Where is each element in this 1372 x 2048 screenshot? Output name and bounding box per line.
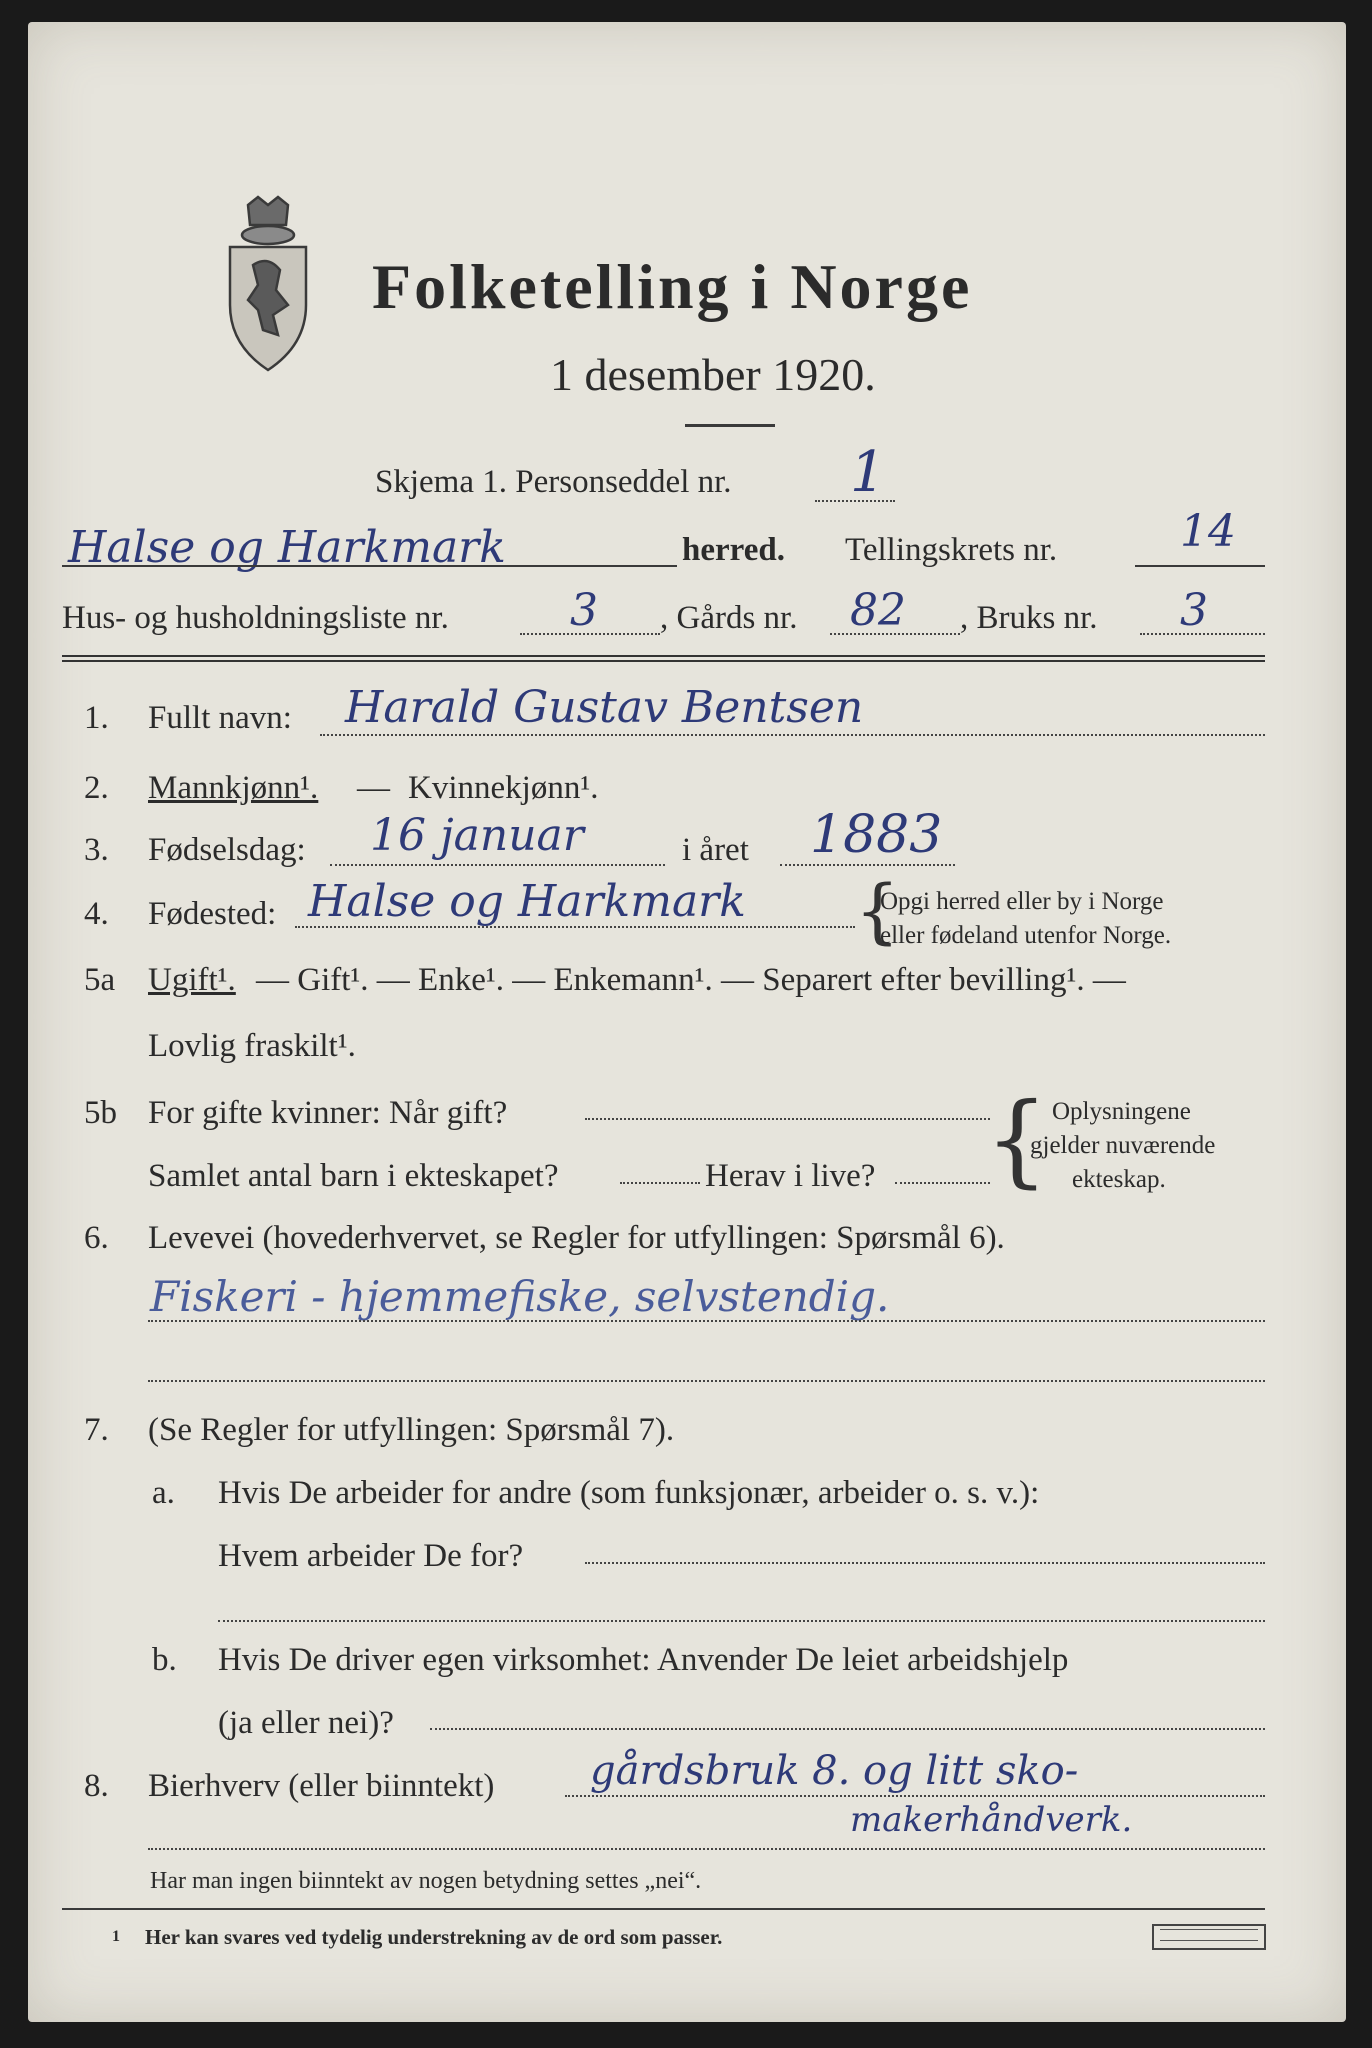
- q6-number: 6.: [84, 1220, 109, 1256]
- form-number-value: 1: [850, 440, 886, 505]
- q8-label: Bierhverv (eller biinntekt): [148, 1768, 495, 1804]
- q6-line2: [148, 1380, 1265, 1382]
- form-label: Skjema 1. Personseddel nr.: [375, 464, 732, 500]
- q7a-label: Hvis De arbeider for andre (som funksjonær, arbeider o. s. v.):: [218, 1475, 1040, 1511]
- q4-note-line1: Opgi herred eller by i Norge: [880, 888, 1164, 915]
- title-divider: [685, 424, 775, 427]
- q4-brace: {: [855, 870, 900, 952]
- q7b-letter: b.: [152, 1642, 177, 1678]
- q1-full-name-value: Harald Gustav Bentsen: [345, 682, 864, 733]
- q7a-employer-label: Hvem arbeider De for?: [218, 1538, 524, 1574]
- q4-line: [295, 926, 855, 928]
- gards-line: [830, 633, 960, 635]
- q3-number: 3.: [84, 832, 109, 868]
- q4-number: 4.: [84, 896, 109, 932]
- husliste-value: 3: [570, 585, 598, 636]
- q8-line1: [565, 1795, 1265, 1797]
- q3-year-label: i året: [682, 832, 749, 868]
- q3-date-line: [330, 864, 665, 866]
- q7-number: 7.: [84, 1412, 109, 1448]
- bruks-line: [1140, 633, 1265, 635]
- footnote-mark: 1: [112, 1928, 120, 1945]
- q4-note-line2: eller fødeland utenfor Norge.: [880, 922, 1172, 949]
- q2-number: 2.: [84, 770, 109, 806]
- q6-line1: [148, 1320, 1265, 1322]
- herred-value: Halse og Harkmark: [68, 522, 506, 573]
- printer-stamp: [1152, 1924, 1266, 1950]
- q8-secondary-income-value-line2: makerhåndverk.: [850, 1800, 1133, 1840]
- q4-birthplace-value: Halse og Harkmark: [308, 876, 746, 927]
- page-title: Folketelling i Norge: [372, 251, 973, 322]
- q3-birthdate-value: 16 januar: [370, 810, 584, 861]
- q1-line: [320, 734, 1265, 736]
- q2-female-option: Kvinnekjønn¹.: [408, 770, 599, 806]
- q3-year-value: 1883: [810, 805, 943, 865]
- q2-separator: —: [357, 770, 390, 806]
- q5a-number: 5a: [84, 962, 116, 998]
- q5a-lovlig-fraskilt: Lovlig fraskilt¹.: [148, 1028, 356, 1064]
- q5a-ugift-option: Ugift¹.: [148, 962, 236, 998]
- q8-number: 8.: [84, 1768, 109, 1804]
- herred-line: [62, 565, 677, 567]
- q6-label: Levevei (hovederhvervet, se Regler for utfyllingen: Spørsmål 6).: [148, 1220, 1005, 1256]
- q5a-other-options: — Gift¹. — Enke¹. — Enkemann¹. — Separert efter bevilling¹. —: [256, 962, 1126, 998]
- q6-occupation-value: Fiskeri - hjemmefiske, selvstendig.: [150, 1272, 890, 1321]
- census-date: 1 desember 1920.: [550, 349, 876, 400]
- q5b-brace: {: [985, 1081, 1049, 1198]
- q5b-alive-line: [895, 1182, 990, 1184]
- q1-number: 1.: [84, 700, 109, 736]
- norwegian-coat-of-arms-icon: [218, 195, 318, 375]
- section-divider: [62, 655, 1265, 662]
- no-income-note: Har man ingen biinntekt av nogen betydning settes „nei“.: [150, 1868, 702, 1894]
- q4-label: Fødested:: [148, 896, 277, 932]
- q5b-married-when-label: For gifte kvinner: Når gift?: [148, 1095, 508, 1131]
- q7-label: (Se Regler for utfyllingen: Spørsmål 7).: [148, 1412, 675, 1448]
- q8-line2: [148, 1848, 1265, 1850]
- q7a-employer-line: [585, 1562, 1265, 1564]
- bruks-label: , Bruks nr.: [960, 600, 1098, 636]
- q5b-note-line3: ekteskap.: [1072, 1166, 1166, 1193]
- footnote-text: Her kan svares ved tydelig understrekning av de ord som passer.: [145, 1925, 723, 1949]
- q7b-label: Hvis De driver egen virksomhet: Anvender De leiet arbeidshjelp: [218, 1642, 1069, 1678]
- q5b-number: 5b: [84, 1095, 117, 1131]
- husliste-line: [520, 633, 660, 635]
- q8-secondary-income-value-line1: gårdsbruk 8. og litt sko-: [590, 1748, 1079, 1794]
- q7b-hired-help-label: (ja eller nei)?: [218, 1705, 394, 1741]
- q1-label: Fullt navn:: [148, 700, 292, 736]
- gards-label: , Gårds nr.: [660, 600, 798, 636]
- bruks-value: 3: [1180, 585, 1208, 636]
- q7b-line: [430, 1728, 1265, 1730]
- q5b-note-line2: gjelder nuværende: [1030, 1132, 1216, 1159]
- gards-value: 82: [850, 585, 906, 636]
- footer-divider: [62, 1908, 1265, 1910]
- tellingskrets-line: [1135, 565, 1265, 567]
- q7a-letter: a.: [152, 1475, 175, 1511]
- tellingskrets-value: 14: [1180, 506, 1236, 557]
- q5b-children-line: [620, 1182, 700, 1184]
- q5b-note-line1: Oplysningene: [1052, 1098, 1191, 1125]
- q7a-extra-line: [218, 1620, 1265, 1622]
- q5b-married-when-line: [585, 1118, 990, 1120]
- q5b-alive-label: Herav i live?: [705, 1158, 876, 1194]
- q3-year-line: [780, 864, 955, 866]
- herred-label: herred.: [682, 532, 785, 568]
- husliste-label: Hus- og husholdningsliste nr.: [62, 600, 449, 636]
- q2-male-option: Mannkjønn¹.: [148, 770, 319, 806]
- q5b-children-label: Samlet antal barn i ekteskapet?: [148, 1158, 559, 1194]
- tellingskrets-label: Tellingskrets nr.: [845, 532, 1058, 568]
- q3-label: Fødselsdag:: [148, 832, 306, 868]
